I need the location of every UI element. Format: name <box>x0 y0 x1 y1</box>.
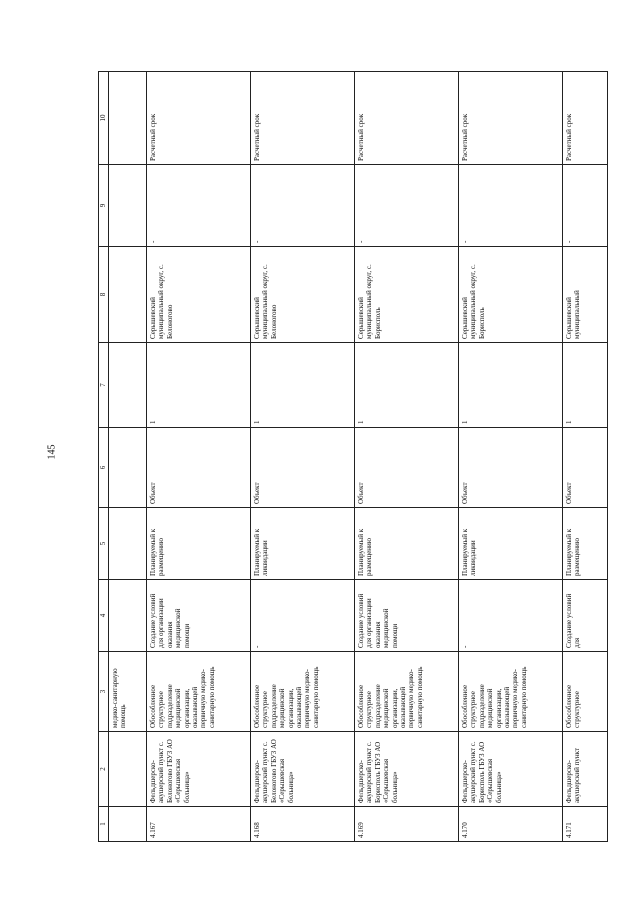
object-location: Серышевский муниципальный округ, с. Борисполь <box>459 247 563 343</box>
object-zone: - <box>459 165 563 247</box>
object-zone: - <box>251 165 355 247</box>
object-purpose: Обособленное структурное подразделение медицинской организации, оказывающей первичную медико-санитарную помощь <box>147 652 251 732</box>
column-number: 4 <box>99 580 109 652</box>
row-number: 4.170 <box>459 807 563 842</box>
object-type: Объект <box>251 428 355 508</box>
object-basis: - <box>251 580 355 652</box>
object-count: 1 <box>355 343 459 428</box>
rotated-page <box>98 72 591 842</box>
object-status: Планируемый к ликвидации <box>459 508 563 580</box>
continuation-row <box>109 72 147 842</box>
table-row <box>251 72 355 842</box>
object-basis: Создание условий для <box>563 580 608 652</box>
object-name: Фельдшерско-акушерский пункт с. Борисполь ГБУЗ АО «Серышевская больница» <box>459 732 563 807</box>
column-number: 3 <box>99 652 109 732</box>
column-number: 1 <box>99 807 109 842</box>
object-location: Серышевский муниципальный округ, с. Белоногово <box>251 247 355 343</box>
object-term: Расчетный срок <box>459 72 563 165</box>
object-name: Фельдшерско-акушерский пункт с. Белоногово ГБУЗ АО «Серышевская больница» <box>251 732 355 807</box>
object-purpose: Обособленное структурное <box>563 652 608 732</box>
column-number-row <box>99 72 109 842</box>
row-number: 4.168 <box>251 807 355 842</box>
object-purpose: Обособленное структурное подразделение медицинской организации, оказывающей первичную медико-санитарную помощь <box>251 652 355 732</box>
page-number: 145 <box>46 444 58 460</box>
object-status: Планируемый к размещению <box>355 508 459 580</box>
object-basis: Создание условий для организации оказания медицинской помощи <box>355 580 459 652</box>
object-zone: - <box>355 165 459 247</box>
object-term: Расчетный срок <box>563 72 608 165</box>
column-number: 2 <box>99 732 109 807</box>
column-number: 8 <box>99 247 109 343</box>
object-type: Объект <box>147 428 251 508</box>
continuation-text: медико-санитарную помощь <box>109 652 147 732</box>
objects-table <box>98 71 608 842</box>
row-number: 4.167 <box>147 807 251 842</box>
object-term: Расчетный срок <box>147 72 251 165</box>
object-count: 1 <box>147 343 251 428</box>
object-term: Расчетный срок <box>355 72 459 165</box>
object-status: Планируемый к размещению <box>563 508 608 580</box>
column-number: 10 <box>99 72 109 165</box>
object-zone: - <box>147 165 251 247</box>
object-basis: - <box>459 580 563 652</box>
table-row <box>459 72 563 842</box>
object-count: 1 <box>563 343 608 428</box>
object-location: Серышевский муниципальный <box>563 247 608 343</box>
object-type: Объект <box>563 428 608 508</box>
object-count: 1 <box>251 343 355 428</box>
table-row <box>147 72 251 842</box>
object-basis: Создание условий для организации оказания медицинской помощи <box>147 580 251 652</box>
object-location: Серышевский муниципальный округ, с. Борисполь <box>355 247 459 343</box>
column-number: 6 <box>99 428 109 508</box>
objects-table-body <box>99 72 608 842</box>
object-count: 1 <box>459 343 563 428</box>
object-name: Фельдшерско-акушерский пункт <box>563 732 608 807</box>
row-number: 4.171 <box>563 807 608 842</box>
object-type: Объект <box>355 428 459 508</box>
column-number: 7 <box>99 343 109 428</box>
table-row <box>355 72 459 842</box>
object-term: Расчетный срок <box>251 72 355 165</box>
object-purpose: Обособленное структурное подразделение медицинской организации, оказывающей первичную медико-санитарную помощь <box>355 652 459 732</box>
object-name: Фельдшерско-акушерский пункт с. Борисполь ГБУЗ АО «Серышевская больница» <box>355 732 459 807</box>
object-zone: - <box>563 165 608 247</box>
object-status: Планируемый к ликвидации <box>251 508 355 580</box>
table-row <box>563 72 608 842</box>
column-number: 5 <box>99 508 109 580</box>
object-status: Планируемый к размещению <box>147 508 251 580</box>
row-number: 4.169 <box>355 807 459 842</box>
object-location: Серышевский муниципальный округ, с. Белоногово <box>147 247 251 343</box>
object-type: Объект <box>459 428 563 508</box>
column-number: 9 <box>99 165 109 247</box>
object-purpose: Обособленное структурное подразделение медицинской организации, оказывающей первичную медико-санитарную помощь <box>459 652 563 732</box>
object-name: Фельдшерско-акушерский пункт с. Белоногово ГБУЗ АО «Серышевская больница» <box>147 732 251 807</box>
